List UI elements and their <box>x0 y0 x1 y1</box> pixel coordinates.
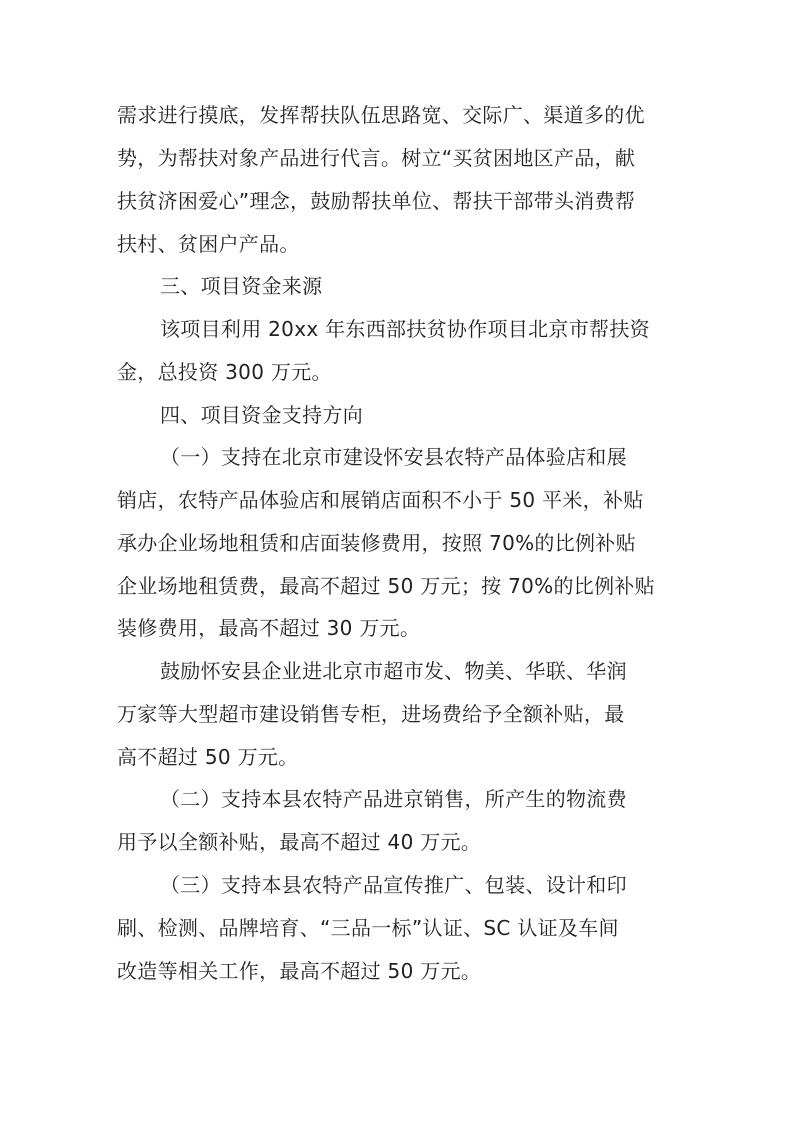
text-line: 承办企业场地租赁和店面装修费用，按照 70%的比例补贴 <box>117 531 636 555</box>
section-heading-4: 四、项目资金支持方向 <box>160 403 363 427</box>
text-line: 高不超过 50 万元。 <box>117 745 299 769</box>
text-line: 鼓励怀安县企业进北京市超市发、物美、华联、华润 <box>160 659 627 683</box>
text-line: 企业场地租赁费，最高不超过 50 万元；按 70%的比例补贴 <box>117 574 655 598</box>
text-line: 销店，农特产品体验店和展销店面积不小于 50 平米，补贴 <box>117 488 644 512</box>
section-heading-3: 三、项目资金来源 <box>160 274 323 298</box>
text-line: 用予以全额补贴，最高不超过 40 万元。 <box>117 830 482 854</box>
text-line: 刷、检测、品牌培育、“三品一标”认证、SC 认证及车间 <box>117 916 619 940</box>
text-line: 该项目利用 20xx 年东西部扶贫协作项目北京市帮扶资 <box>160 317 650 341</box>
text-line: （二）支持本县农特产品进京销售，所产生的物流费 <box>160 787 627 811</box>
text-line: 改造等相关工作，最高不超过 50 万元。 <box>117 959 482 983</box>
text-line: 万家等大型超市建设销售专柜，进场费给予全额补贴，最 <box>117 702 625 726</box>
text-line: 装修费用，最高不超过 30 万元。 <box>117 616 421 640</box>
text-line: 势，为帮扶对象产品进行代言。树立“买贫困地区产品，献 <box>117 146 636 170</box>
text-line: （三）支持本县农特产品宣传推广、包装、设计和印 <box>160 873 627 897</box>
text-line: （一）支持在北京市建设怀安县农特产品体验店和展 <box>160 445 627 469</box>
text-line: 需求进行摸底，发挥帮扶队伍思路宽、交际广、渠道多的优 <box>117 103 645 127</box>
text-line: 扶村、贫困户产品。 <box>117 232 300 256</box>
text-line: 金，总投资 300 万元。 <box>117 360 332 384</box>
text-line: 扶贫济困爱心”理念，鼓励帮扶单位、帮扶干部带头消费帮 <box>117 189 636 213</box>
